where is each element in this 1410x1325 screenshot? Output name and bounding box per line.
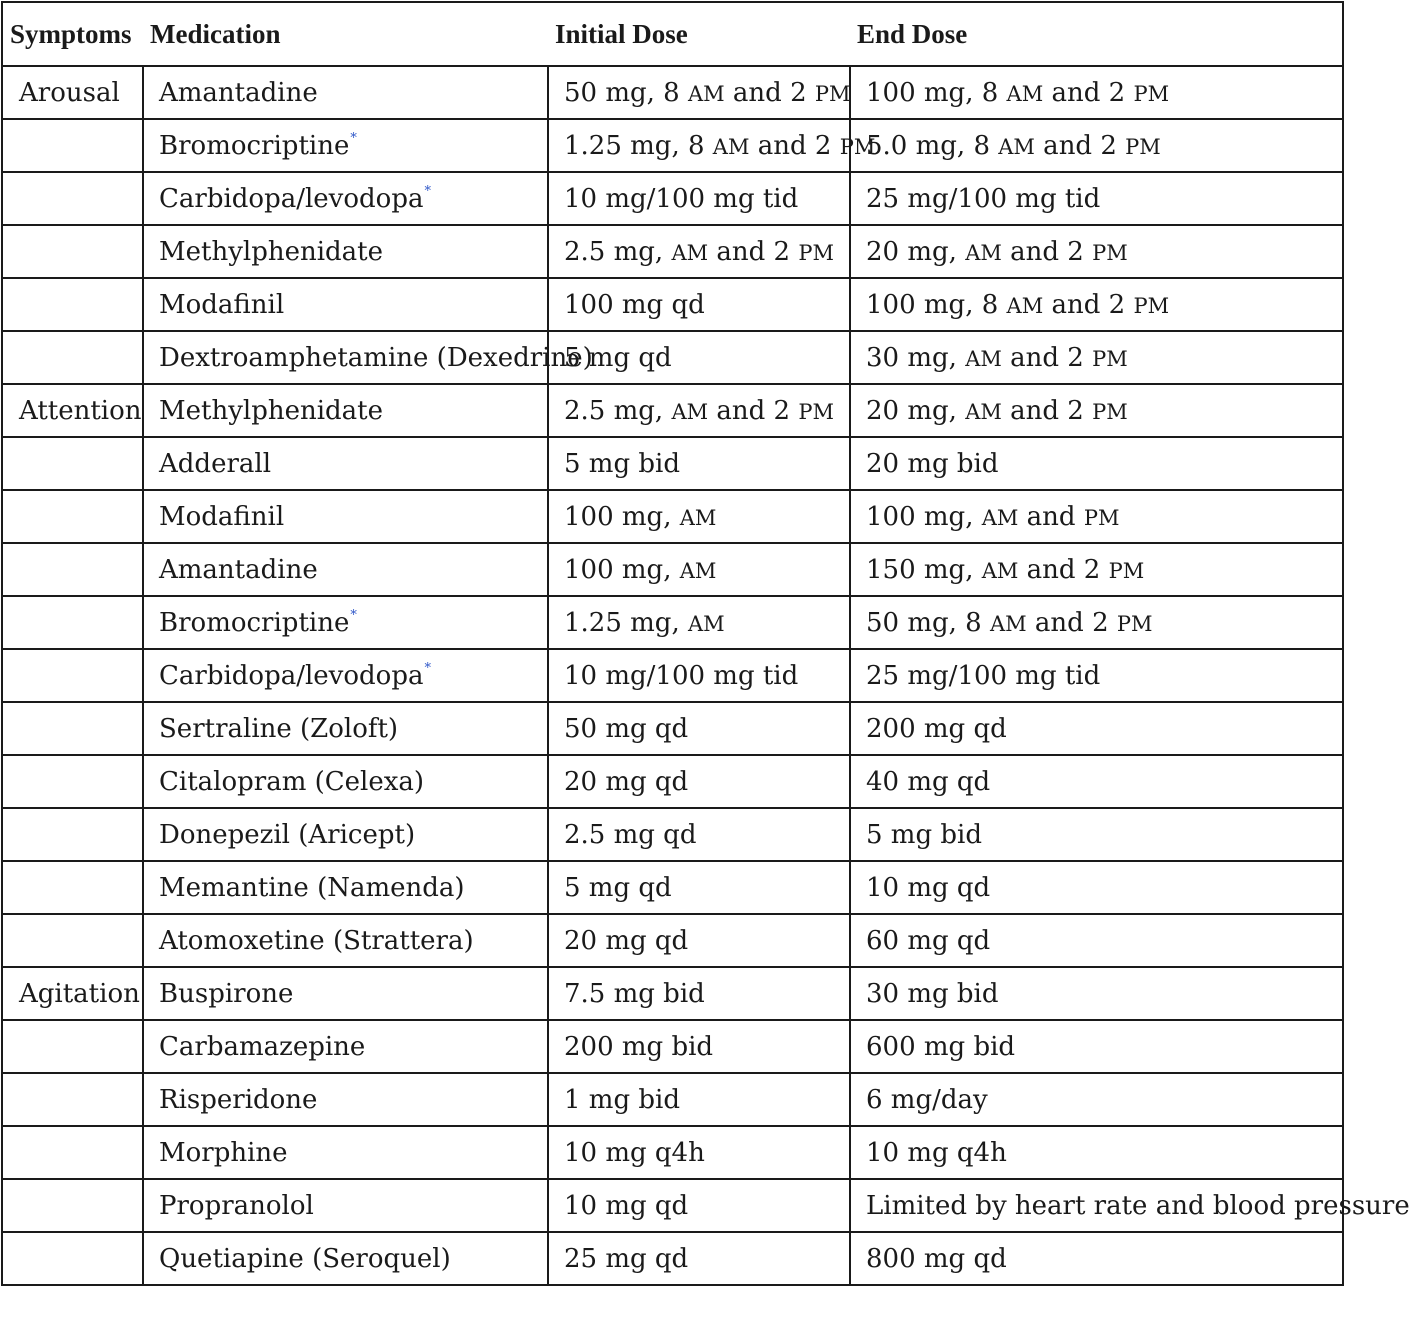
symptom-cell bbox=[2, 808, 143, 861]
medication-cell bbox=[143, 331, 593, 384]
symptom-cell bbox=[2, 1232, 143, 1285]
initial-dose-cell-text: 1.25 mg, 8 AM and 2 PM bbox=[564, 130, 876, 161]
symptom-cell-text: Arousal bbox=[19, 77, 120, 108]
footnote-marker[interactable]: * bbox=[350, 130, 357, 146]
end-dose-cell-text: 100 mg, 8 AM and 2 PM bbox=[866, 289, 1170, 320]
symptom-cell bbox=[2, 755, 143, 808]
end-dose-cell-text: 30 mg, AM and 2 PM bbox=[866, 342, 1128, 373]
end-dose-cell-text: 5 mg bid bbox=[866, 819, 982, 850]
symptom-cell bbox=[2, 1073, 143, 1126]
end-dose-cell-text: 60 mg qd bbox=[866, 925, 991, 956]
medication-cell-text: Memantine (Namenda) bbox=[159, 872, 465, 903]
medication-cell-text: Carbidopa/levodopa bbox=[159, 660, 424, 691]
medication-cell-text: Bromocriptine bbox=[159, 130, 350, 161]
initial-dose-cell bbox=[548, 384, 850, 437]
symptom-cell bbox=[2, 649, 143, 702]
medication-cell-text: Modafinil bbox=[159, 501, 285, 532]
table-row bbox=[2, 172, 1343, 225]
initial-dose-cell bbox=[548, 861, 850, 914]
table-row bbox=[2, 1073, 1343, 1126]
initial-dose-cell bbox=[548, 278, 850, 331]
medication-cell bbox=[143, 66, 548, 119]
initial-dose-cell-text: 1.25 mg, AM bbox=[564, 607, 725, 638]
medication-cell bbox=[143, 278, 548, 331]
initial-dose-cell bbox=[548, 437, 850, 490]
initial-dose-cell-text: 2.5 mg qd bbox=[564, 819, 697, 850]
end-dose-cell bbox=[850, 1020, 1343, 1073]
end-dose-cell-text: 20 mg, AM and 2 PM bbox=[866, 395, 1128, 426]
end-dose-cell bbox=[850, 225, 1343, 278]
initial-dose-cell bbox=[548, 914, 850, 967]
initial-dose-cell bbox=[548, 1020, 850, 1073]
column-header-end-dose: End Dose bbox=[850, 2, 1343, 66]
table-row bbox=[2, 384, 1343, 437]
medication-cell-text: Atomoxetine (Strattera) bbox=[159, 925, 474, 956]
medication-cell-text: Amantadine bbox=[159, 77, 318, 108]
end-dose-cell bbox=[850, 1232, 1343, 1285]
symptom-cell bbox=[2, 596, 143, 649]
table-row bbox=[2, 808, 1343, 861]
table-row bbox=[2, 1232, 1343, 1285]
medication-cell bbox=[143, 384, 548, 437]
initial-dose-cell-text: 10 mg/100 mg tid bbox=[564, 660, 799, 691]
medication-cell-text: Propranolol bbox=[159, 1190, 314, 1221]
medication-cell bbox=[143, 543, 548, 596]
initial-dose-cell-text: 2.5 mg, AM and 2 PM bbox=[564, 395, 834, 426]
end-dose-cell-text: 10 mg q4h bbox=[866, 1137, 1007, 1168]
end-dose-cell bbox=[850, 66, 1343, 119]
table-row bbox=[2, 437, 1343, 490]
medication-cell-text: Citalopram (Celexa) bbox=[159, 766, 425, 797]
medication-cell-text: Buspirone bbox=[159, 978, 294, 1009]
symptom-cell bbox=[2, 1179, 143, 1232]
end-dose-cell-text: 600 mg bid bbox=[866, 1031, 1016, 1062]
end-dose-cell-text: 50 mg, 8 AM and 2 PM bbox=[866, 607, 1153, 638]
end-dose-cell bbox=[850, 437, 1343, 490]
initial-dose-cell bbox=[548, 1126, 850, 1179]
symptom-cell bbox=[2, 172, 143, 225]
end-dose-cell bbox=[850, 861, 1343, 914]
end-dose-cell-text: 30 mg bid bbox=[866, 978, 999, 1009]
initial-dose-cell-text: 7.5 mg bid bbox=[564, 978, 705, 1009]
symptom-cell bbox=[2, 66, 143, 119]
medication-cell-text: Bromocriptine bbox=[159, 607, 350, 638]
footnote-marker[interactable]: * bbox=[424, 660, 431, 676]
initial-dose-cell-text: 2.5 mg, AM and 2 PM bbox=[564, 236, 834, 267]
symptom-cell bbox=[2, 861, 143, 914]
footnote-marker[interactable]: * bbox=[350, 607, 357, 623]
end-dose-cell bbox=[850, 596, 1343, 649]
table-row bbox=[2, 66, 1343, 119]
initial-dose-cell bbox=[548, 596, 850, 649]
initial-dose-cell-text: 20 mg qd bbox=[564, 925, 689, 956]
table-row bbox=[2, 225, 1343, 278]
end-dose-cell-text: 6 mg/day bbox=[866, 1084, 988, 1115]
medication-cell-text: Modafinil bbox=[159, 289, 285, 320]
end-dose-cell-text: 100 mg, 8 AM and 2 PM bbox=[866, 77, 1170, 108]
table-row bbox=[2, 861, 1343, 914]
end-dose-cell bbox=[850, 384, 1343, 437]
symptom-cell bbox=[2, 702, 143, 755]
table-row bbox=[2, 914, 1343, 967]
end-dose-cell-text: 200 mg qd bbox=[866, 713, 1007, 744]
footnote-marker[interactable]: * bbox=[424, 183, 431, 199]
end-dose-cell bbox=[850, 331, 1343, 384]
end-dose-cell-text: 800 mg qd bbox=[866, 1243, 1007, 1274]
header-row bbox=[2, 2, 1343, 66]
initial-dose-cell-text: 100 mg, AM bbox=[564, 501, 717, 532]
initial-dose-cell bbox=[548, 225, 850, 278]
table-row bbox=[2, 490, 1343, 543]
medication-cell bbox=[143, 596, 548, 649]
medication-cell-text: Quetiapine (Seroquel) bbox=[159, 1243, 451, 1274]
end-dose-cell bbox=[850, 1126, 1343, 1179]
initial-dose-cell-text: 5 mg bid bbox=[564, 448, 680, 479]
initial-dose-cell bbox=[548, 172, 850, 225]
end-dose-cell bbox=[850, 755, 1343, 808]
end-dose-cell bbox=[850, 490, 1343, 543]
initial-dose-cell bbox=[548, 490, 850, 543]
symptom-cell-text: Agitation bbox=[19, 978, 140, 1009]
medication-cell bbox=[143, 808, 548, 861]
medication-cell-text: Amantadine bbox=[159, 554, 318, 585]
initial-dose-cell bbox=[548, 119, 876, 172]
symptom-cell-text: Attention bbox=[19, 395, 142, 426]
symptom-cell bbox=[2, 119, 143, 172]
initial-dose-cell-text: 1 mg bid bbox=[564, 1084, 680, 1115]
initial-dose-cell bbox=[548, 1073, 850, 1126]
medication-cell bbox=[143, 861, 548, 914]
table-row bbox=[2, 755, 1343, 808]
medication-cell bbox=[143, 172, 548, 225]
initial-dose-cell bbox=[548, 808, 850, 861]
medication-cell bbox=[143, 967, 548, 1020]
initial-dose-cell-text: 5 mg qd bbox=[564, 872, 672, 903]
table-row bbox=[2, 119, 1343, 172]
initial-dose-cell bbox=[548, 649, 850, 702]
medication-cell-text: Carbidopa/levodopa bbox=[159, 183, 424, 214]
end-dose-cell bbox=[850, 172, 1343, 225]
table-row bbox=[2, 1126, 1343, 1179]
symptom-cell bbox=[2, 278, 143, 331]
initial-dose-cell-text: 5 mg qd bbox=[564, 342, 672, 373]
medication-cell bbox=[143, 755, 548, 808]
medication-cell bbox=[143, 1126, 548, 1179]
table-row bbox=[2, 702, 1343, 755]
table-row bbox=[2, 967, 1343, 1020]
end-dose-cell-text: 40 mg qd bbox=[866, 766, 991, 797]
end-dose-cell-text: 5.0 mg, 8 AM and 2 PM bbox=[866, 130, 1161, 161]
end-dose-cell-text: 25 mg/100 mg tid bbox=[866, 183, 1101, 214]
medication-cell-text: Sertraline (Zoloft) bbox=[159, 713, 399, 744]
medication-cell-text: Methylphenidate bbox=[159, 236, 384, 267]
end-dose-cell bbox=[850, 808, 1343, 861]
table-row bbox=[2, 1179, 1343, 1232]
end-dose-cell bbox=[850, 914, 1343, 967]
medication-cell bbox=[143, 119, 548, 172]
initial-dose-cell-text: 10 mg qd bbox=[564, 1190, 689, 1221]
table-body bbox=[2, 66, 1410, 1285]
initial-dose-cell bbox=[548, 1232, 850, 1285]
initial-dose-cell bbox=[548, 967, 850, 1020]
symptom-cell bbox=[2, 543, 143, 596]
symptom-cell bbox=[2, 225, 143, 278]
initial-dose-cell bbox=[548, 543, 850, 596]
symptom-cell bbox=[2, 437, 143, 490]
symptom-cell bbox=[2, 967, 143, 1020]
symptom-cell bbox=[2, 331, 143, 384]
initial-dose-cell bbox=[548, 66, 850, 119]
medication-cell bbox=[143, 437, 548, 490]
symptom-cell bbox=[2, 914, 143, 967]
end-dose-cell bbox=[850, 1073, 1343, 1126]
symptom-cell bbox=[2, 384, 143, 437]
medication-cell bbox=[143, 1073, 548, 1126]
initial-dose-cell-text: 10 mg/100 mg tid bbox=[564, 183, 799, 214]
initial-dose-cell bbox=[548, 702, 850, 755]
table-row bbox=[2, 649, 1343, 702]
initial-dose-cell-text: 100 mg qd bbox=[564, 289, 705, 320]
initial-dose-cell-text: 100 mg, AM bbox=[564, 554, 717, 585]
initial-dose-cell bbox=[548, 755, 850, 808]
symptom-cell bbox=[2, 490, 143, 543]
initial-dose-cell-text: 50 mg, 8 AM and 2 PM bbox=[564, 77, 851, 108]
end-dose-cell bbox=[850, 702, 1343, 755]
column-header-medication: Medication bbox=[143, 2, 548, 66]
end-dose-cell-text: 25 mg/100 mg tid bbox=[866, 660, 1101, 691]
medication-cell bbox=[143, 649, 548, 702]
medication-cell-text: Donepezil (Aricept) bbox=[159, 819, 416, 850]
end-dose-cell bbox=[850, 543, 1343, 596]
end-dose-cell-text: 100 mg, AM and PM bbox=[866, 501, 1120, 532]
end-dose-cell bbox=[850, 278, 1343, 331]
end-dose-cell bbox=[850, 967, 1343, 1020]
medication-cell bbox=[143, 702, 548, 755]
initial-dose-cell bbox=[548, 1179, 850, 1232]
medication-cell-text: Dextroamphetamine (Dexedrine) bbox=[159, 342, 593, 373]
initial-dose-cell-text: 200 mg bid bbox=[564, 1031, 714, 1062]
end-dose-cell-text: 20 mg, AM and 2 PM bbox=[866, 236, 1128, 267]
medication-cell bbox=[143, 225, 548, 278]
medication-cell-text: Adderall bbox=[159, 448, 272, 479]
table-row bbox=[2, 278, 1343, 331]
column-header-symptoms: Symptoms bbox=[2, 2, 143, 66]
initial-dose-cell-text: 25 mg qd bbox=[564, 1243, 689, 1274]
medication-cell-text: Morphine bbox=[159, 1137, 288, 1168]
table-row bbox=[2, 596, 1343, 649]
medication-cell-text: Methylphenidate bbox=[159, 395, 384, 426]
table-row bbox=[2, 543, 1343, 596]
medication-dosing-table bbox=[1, 1, 1410, 1286]
medication-cell bbox=[143, 1232, 548, 1285]
end-dose-cell bbox=[850, 1179, 1410, 1232]
medication-cell bbox=[143, 490, 548, 543]
initial-dose-cell-text: 50 mg qd bbox=[564, 713, 689, 744]
medication-cell-text: Carbamazepine bbox=[159, 1031, 366, 1062]
end-dose-cell-text: Limited by heart rate and blood pressure bbox=[866, 1190, 1410, 1221]
end-dose-cell-text: 150 mg, AM and 2 PM bbox=[866, 554, 1145, 585]
symptom-cell bbox=[2, 1020, 143, 1073]
table-row bbox=[2, 331, 1343, 384]
medication-cell bbox=[143, 1020, 548, 1073]
medication-cell bbox=[143, 914, 548, 967]
medication-cell-text: Risperidone bbox=[159, 1084, 318, 1115]
end-dose-cell bbox=[850, 119, 1343, 172]
medication-cell bbox=[143, 1179, 548, 1232]
symptom-cell bbox=[2, 1126, 143, 1179]
column-header-initial-dose: Initial Dose bbox=[548, 2, 850, 66]
end-dose-cell bbox=[850, 649, 1343, 702]
initial-dose-cell-text: 10 mg q4h bbox=[564, 1137, 705, 1168]
end-dose-cell-text: 20 mg bid bbox=[866, 448, 999, 479]
initial-dose-cell bbox=[548, 331, 850, 384]
table-row bbox=[2, 1020, 1343, 1073]
initial-dose-cell-text: 20 mg qd bbox=[564, 766, 689, 797]
end-dose-cell-text: 10 mg qd bbox=[866, 872, 991, 903]
